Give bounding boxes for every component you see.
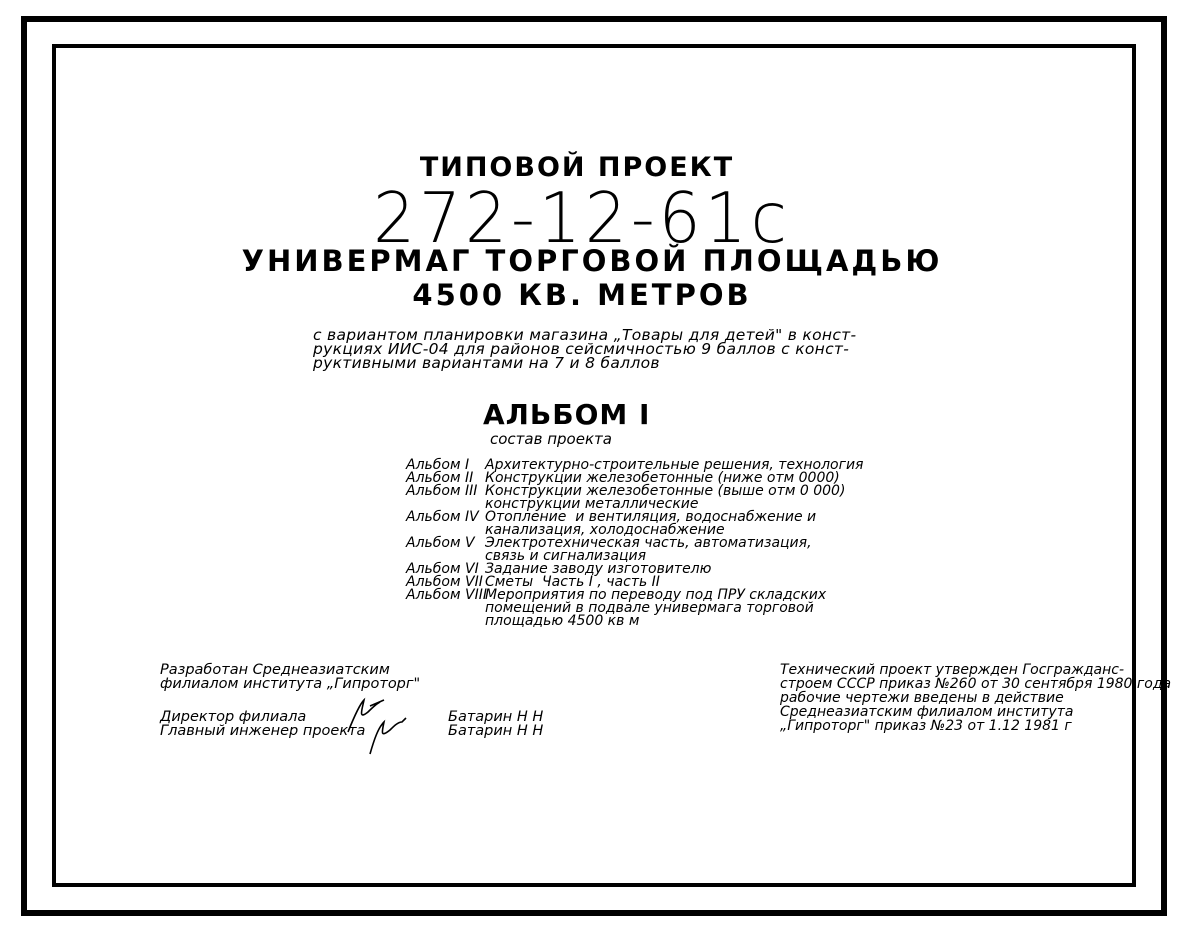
album-description: Сметы Часть I , часть II xyxy=(485,574,660,590)
album-label: Альбом VI xyxy=(406,561,479,577)
approval-line: Среднеазиатским филиалом института xyxy=(780,704,1074,720)
album-description: связь и сигнализация xyxy=(485,548,647,564)
album-label: Альбом V xyxy=(406,535,475,551)
contents-item xyxy=(406,615,863,628)
signature-role: Главный инженер проекта xyxy=(160,723,366,739)
approval-block xyxy=(780,663,1171,733)
album-description: Задание заводу изготовителю xyxy=(485,561,712,577)
signature-name: Батарин Н Н xyxy=(448,709,544,725)
project-title-line1: УНИВЕРМАГ ТОРГОВОЙ ПЛОЩАДЬЮ xyxy=(241,244,943,278)
project-title-line2: 4500 КВ. МЕТРОВ xyxy=(412,278,752,312)
approval-line: „Гипроторг" приказ №23 от 1.12 1981 г xyxy=(780,718,1072,734)
signature-name: Батарин Н Н xyxy=(448,723,544,739)
album-description: площадью 4500 кв м xyxy=(485,613,640,629)
document-type-heading: ТИПОВОЙ ПРОЕКТ xyxy=(419,152,735,183)
album-description: Электротехническая часть, автоматизация, xyxy=(485,535,812,551)
handwritten-signature xyxy=(340,692,450,757)
album-description: Архитектурно-строительные решения, технология xyxy=(485,457,864,473)
album-description: Конструкции железобетонные (ниже отм 0000) xyxy=(485,470,840,486)
project-description xyxy=(313,328,856,370)
description-line: руктивными вариантами на 7 и 8 баллов xyxy=(313,354,660,372)
album-label: Альбом I xyxy=(406,457,470,473)
description-line: с вариантом планировки магазина „Товары для детей" в конст- xyxy=(313,326,857,344)
developer-line: филиалом института „Гипроторг" xyxy=(160,676,421,692)
developer-block xyxy=(160,663,420,691)
developer-line: Разработан Среднеазиатским xyxy=(160,662,390,678)
contents-list xyxy=(406,459,863,628)
album-label: Альбом VIII xyxy=(406,587,487,603)
approval-line: Технический проект утвержден Госгражданс- xyxy=(780,662,1125,678)
approval-line: строем СССР приказ №260 от 30 сентября 1980 года xyxy=(780,676,1172,692)
album-label xyxy=(406,602,485,615)
album-description: Конструкции железобетонные (выше отм 0 000) xyxy=(485,483,846,499)
album-title: АЛЬБОМ I xyxy=(483,398,651,431)
album-label: Альбом II xyxy=(406,470,474,486)
album-subtitle: состав проекта xyxy=(490,430,612,448)
approval-line: рабочие чертежи введены в действие xyxy=(780,690,1064,706)
signature-role: Директор филиала xyxy=(160,709,307,725)
album-description: Отопление и вентиляция, водоснабжение и xyxy=(485,509,817,525)
project-number: 272-12-61с xyxy=(373,178,791,259)
description-line: рукциях ИИС-04 для районов сейсмичностью 9 баллов с конст- xyxy=(313,340,850,358)
album-description: конструкции металлические xyxy=(485,496,699,512)
album-label: Альбом III xyxy=(406,483,478,499)
album-description: помещений в подвале универмага торговой xyxy=(485,600,814,616)
album-description: канализация, холодоснабжение xyxy=(485,522,725,538)
album-description: Мероприятия по переводу под ПРУ складских xyxy=(485,587,827,603)
album-label: Альбом VII xyxy=(406,574,483,590)
album-label: Альбом IV xyxy=(406,509,479,525)
album-label xyxy=(406,615,485,628)
